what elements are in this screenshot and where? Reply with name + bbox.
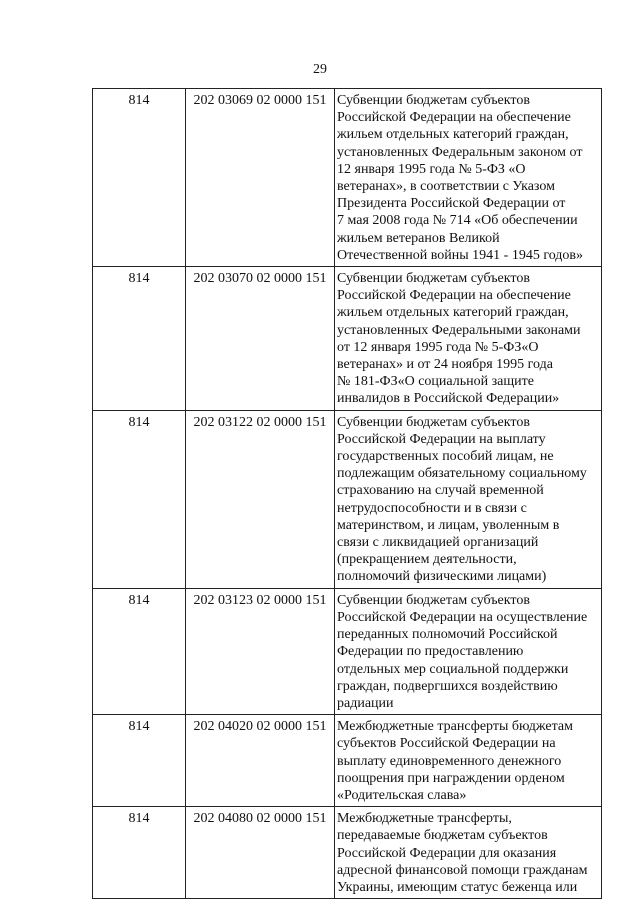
- name-line: переданных полномочий Российской: [337, 627, 558, 643]
- name-line: поощрения при награждении орденом: [337, 770, 565, 786]
- name-line: Субвенции бюджетам субъектов: [337, 93, 530, 108]
- name-line: «Родительская слава»: [337, 787, 467, 803]
- name-line: Субвенции бюджетам субъектов: [337, 592, 530, 608]
- budget-code-cell: 202 04080 02 0000 151: [186, 807, 335, 899]
- budget-code-cell: 202 04020 02 0000 151: [186, 715, 335, 807]
- name-line: Российской Федерации на выплату: [337, 431, 546, 447]
- revenue-name-cell: [335, 715, 602, 807]
- name-line: нетрудоспособности и в связи с: [337, 500, 527, 516]
- name-line: установленных Федеральным законом от: [337, 144, 583, 160]
- name-line: Субвенции бюджетам субъектов: [337, 414, 530, 430]
- budget-code-cell: 202 03122 02 0000 151: [186, 410, 335, 588]
- table-row: [93, 807, 602, 899]
- name-line: отдельных мер социальной поддержки: [337, 661, 569, 677]
- name-line: Российской Федерации для оказания: [337, 845, 557, 861]
- name-line: связи с ликвидацией организаций: [337, 535, 539, 551]
- name-line: Федерации по предоставлению: [337, 644, 524, 660]
- table-row: [93, 267, 602, 411]
- name-line: передаваемые бюджетам субъектов: [337, 828, 548, 844]
- name-line: Российской Федерации на обеспечение: [337, 110, 571, 126]
- name-line: Межбюджетные трансферты,: [337, 811, 512, 827]
- name-line: Президента Российской Федерации от: [337, 196, 566, 212]
- name-line: 7 мая 2008 года № 714 «Об обеспечении: [337, 213, 578, 229]
- revenue-name-cell: [335, 267, 602, 411]
- name-line: Отечественной войны 1941 - 1945 годов»: [337, 247, 584, 263]
- name-line: адресной финансовой помощи гражданам: [337, 862, 588, 878]
- page-number: 29: [313, 62, 327, 77]
- name-line: радиации: [337, 695, 394, 711]
- revenue-name-cell: [335, 588, 602, 714]
- name-line: ветеранах» и от 24 ноября 1995 года: [337, 357, 553, 373]
- revenue-name-cell: [335, 807, 602, 899]
- table-row: [93, 588, 602, 714]
- budget-code-cell: 202 03123 02 0000 151: [186, 588, 335, 714]
- revenue-name-cell: [335, 410, 602, 588]
- admin-code-cell: 814: [93, 715, 186, 807]
- name-line: выплату единовременного денежного: [337, 753, 562, 769]
- budget-code-cell: 202 03070 02 0000 151: [186, 267, 335, 411]
- name-line: материнством, и лицам, уволенным в: [337, 517, 560, 533]
- admin-code-cell: 814: [93, 89, 186, 267]
- budget-code-cell: 202 03069 02 0000 151: [186, 89, 335, 267]
- name-line: граждан, подвергшихся воздействию: [337, 678, 558, 694]
- name-line: жильем ветеранов Великой: [337, 230, 500, 246]
- name-line: № 181-ФЗ«О социальной защите: [337, 374, 534, 390]
- name-line: субъектов Российской Федерации на: [337, 736, 556, 752]
- revenue-name-cell: [335, 89, 602, 267]
- admin-code-cell: 814: [93, 807, 186, 899]
- name-line: Субвенции бюджетам субъектов: [337, 271, 530, 287]
- name-line: Межбюджетные трансферты бюджетам: [337, 719, 573, 735]
- name-line: (прекращением деятельности,: [337, 552, 517, 568]
- name-line: жильем отдельных категорий граждан,: [337, 305, 569, 321]
- name-line: установленных Федеральными законами: [337, 322, 581, 338]
- name-line: государственных пособий лицам, не: [337, 449, 554, 465]
- admin-code-cell: 814: [93, 410, 186, 588]
- name-line: подлежащим обязательному социальному: [337, 466, 587, 482]
- name-line: Российской Федерации на осуществление: [337, 609, 588, 625]
- table-row: [93, 410, 602, 588]
- name-line: ветеранах», в соответствии с Указом: [337, 179, 555, 195]
- admin-code-cell: 814: [93, 588, 186, 714]
- admin-code-cell: 814: [93, 267, 186, 411]
- name-line: 12 января 1995 года № 5-ФЗ «О: [337, 161, 526, 177]
- budget-codes-table: [92, 88, 602, 899]
- name-line: Украины, имеющим статус беженца или: [337, 879, 578, 895]
- name-line: полномочий физическими лицами): [337, 569, 547, 585]
- name-line: жильем отдельных категорий граждан,: [337, 127, 569, 143]
- name-line: Российской Федерации на обеспечение: [337, 288, 571, 304]
- table-body: [93, 89, 602, 899]
- table-row: [93, 715, 602, 807]
- name-line: страхованию на случай временной: [337, 483, 544, 499]
- table-row: [93, 89, 602, 267]
- name-line: от 12 января 1995 года № 5-ФЗ«О: [337, 339, 539, 355]
- name-line: инвалидов в Российской Федерации»: [337, 391, 560, 407]
